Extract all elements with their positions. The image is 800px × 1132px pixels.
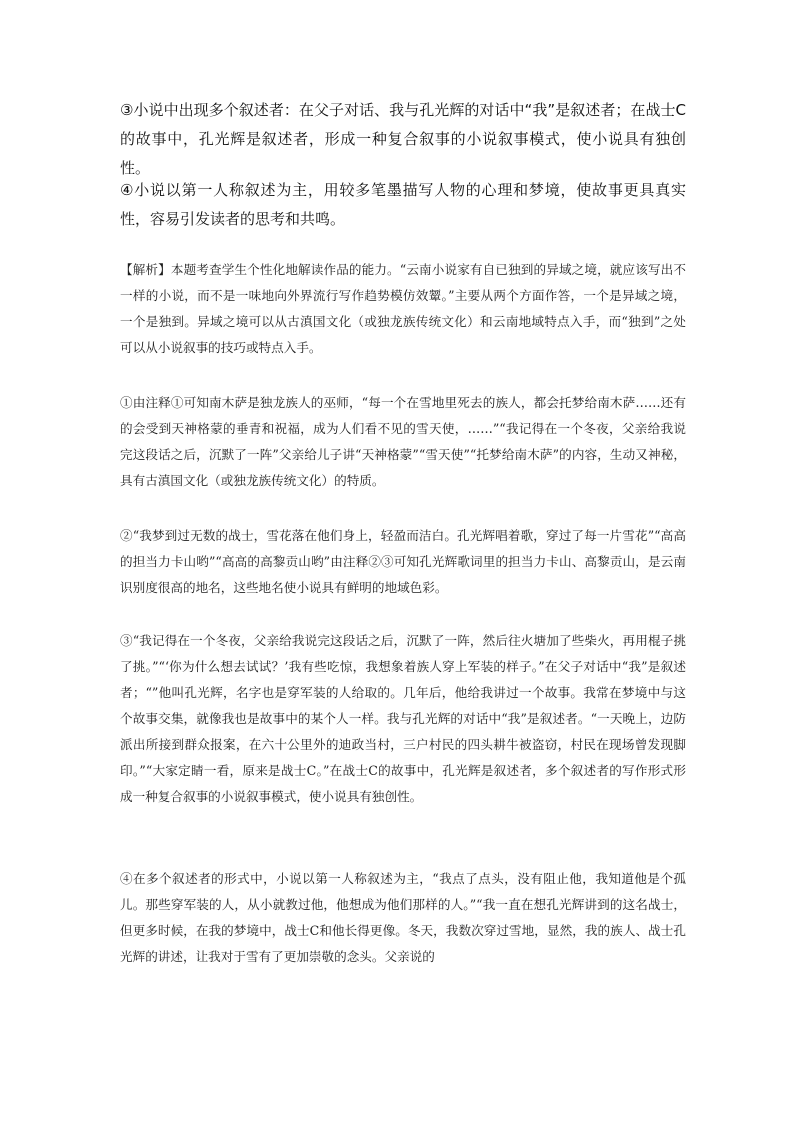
analysis-point-3-paragraph: ③“我记得在一个冬夜，父亲给我说完这段话之后，沉默了一阵，然后往火塘加了些柴火，再用棍子挑了挑。”“‘你为什么想去试试？’我有些吃惊，我想象着族人穿上军装的样子。”在父子对话中“我”是叙述者；“”他叫孔光辉，名字也是穿军装的人给取的。几年后，他给我讲过一个故事。我常在梦境中与这个故事交集，就像我也是故事中的某个人一样。我与孔光辉的对话中“我”是叙述者。“一天晚上，边防派出所接到群众报案，在六十公里外的迪政当村，三户村民的四头耕牛被盗窃，村民在现场曾发现脚印。”“大家定睛一看，原来是战士C。”在战士C的故事中，孔光辉是叙述者，多个叙述者的写作形式形成一种复合叙事的小说叙事模式，使小说具有独创性。 (120, 633, 686, 804)
analysis-point-1-paragraph: ①由注释①可知南木萨是独龙族人的巫师，“每一个在雪地里死去的族人，都会托梦给南木萨……还有的会受到天神格蒙的垂青和祝福，成为人们看不见的雪天使，……”“我记得在一个冬夜，父亲给我说完这段话之后，沉默了一阵”父亲给儿子讲“天神格蒙”“雪天使”“托梦给南木萨”的内容，生动又神秘，具有古滇国文化（或独龙族传统文化）的特质。 (120, 395, 686, 488)
analysis-point-4-paragraph: ④在多个叙述者的形式中，小说以第一人称叙述为主，“我点了点头，没有阻止他，我知道他是个孤儿。那些穿军装的人，从小就教过他，他想成为他们那样的人。”“我一直在想孔光辉讲到的这名战士，但更多时候，在我的梦境中，战士C和他长得更像。冬天，我数次穿过雪地，显然，我的族人、战士孔光辉的讲述，让我对于雪有了更加崇敬的念头。父亲说的 (120, 871, 686, 964)
analysis-intro-paragraph: 【解析】本题考查学生个性化地解读作品的能力。“云南小说家有自已独到的异域之境，就应该写出不一样的小说，而不是一味地向外界流行写作趋势模仿效颦。”主要从两个方面作答，一个是异域之境，一个是独到。异域之境可以从古滇国文化（或独龙族传统文化）和云南地域特点入手，而“独到”之处可以从小说叙事的技巧或特点入手。 (120, 262, 686, 355)
analysis-point-2-paragraph: ②“我梦到过无数的战士，雪花落在他们身上，轻盈而洁白。孔光辉唱着歌，穿过了每一片雪花”“高高的担当力卡山哟”“高高的高黎贡山哟”由注释②③可知孔光辉歌词里的担当力卡山、高黎贡山，是云南识别度很高的地名，这些地名使小说具有鲜明的地域色彩。 (120, 528, 686, 595)
option-4-paragraph: ④小说以第一人称叙述为主，用较多笔墨描写人物的心理和梦境，使故事更具真实性，容易引发读者的思考和共鸣。 (120, 181, 686, 228)
option-3-paragraph: ③小说中出现多个叙述者：在父子对话、我与孔光辉的对话中“我”是叙述者；在战士C的故事中，孔光辉是叙述者，形成一种复合叙事的小说叙事模式，使小说具有独创性。 (120, 101, 686, 177)
